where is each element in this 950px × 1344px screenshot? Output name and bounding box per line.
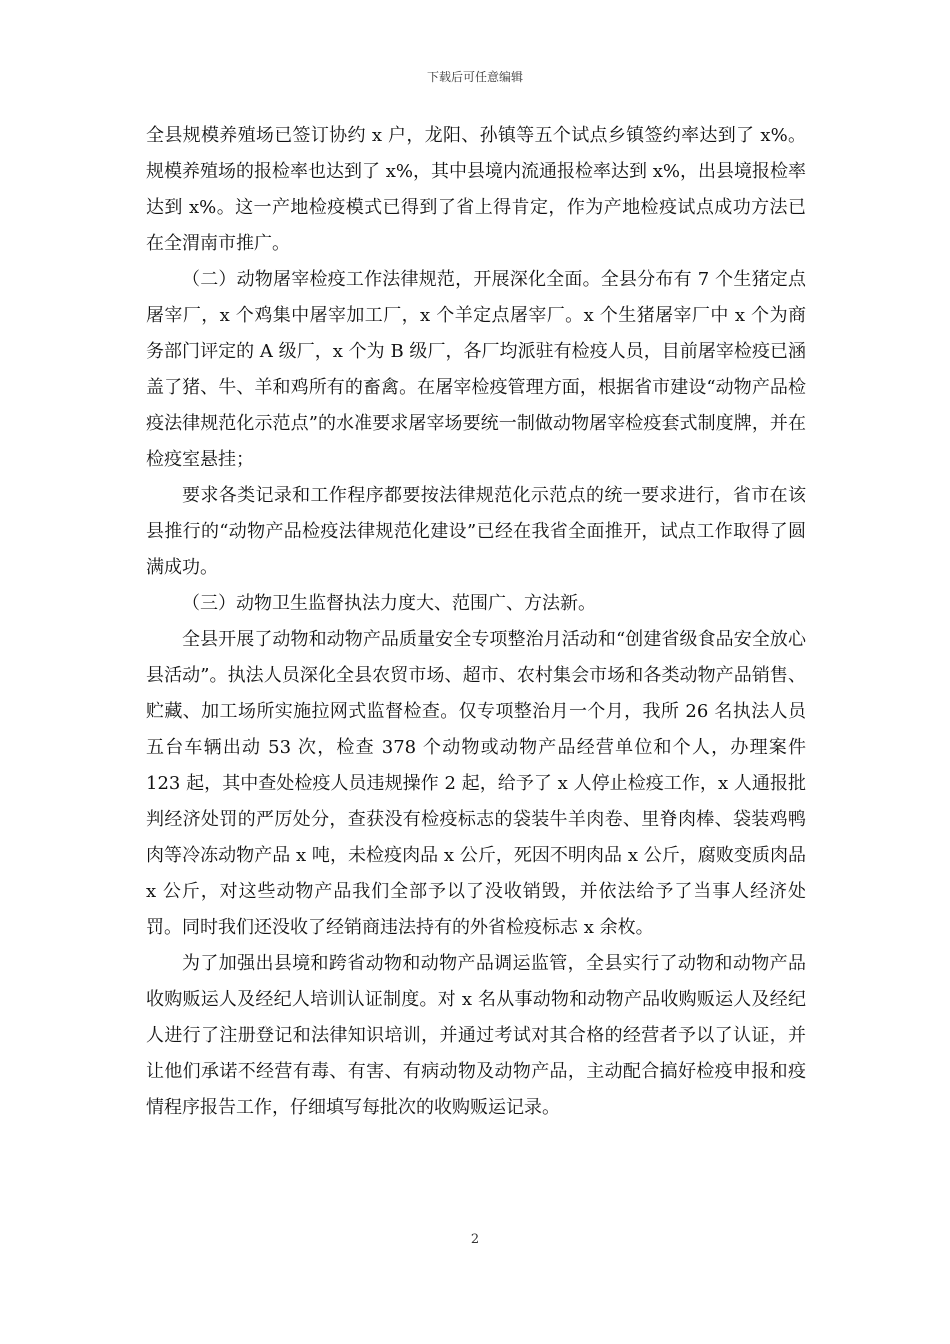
page-number: 2 — [470, 1232, 480, 1247]
paragraph-5: 全县开展了动物和动物产品质量安全专项整治月活动和“创建省级食品安全放心县活动”。执法人员深化全县农贸市场、超市、农村集会市场和各类动物产品销售、贮藏、加工场所实施拉网式监督检查。仅专项整治月一个月，我所 26 名执法人员五台车辆出动 53 次，检查 378 个动物或动物产品经营单位和个人，办理案件 123 起，其中查处检疫人员违规操作 2 起，给予了 x 人停止检疫工作，x 人通报批判经济处罚的严厉处分，查获没有检疫标志的袋装牛羊肉卷、里脊肉棒、袋装鸡鸭肉等冷冻动物产品 x 吨，未检疫肉品 x 公斤，死因不明肉品 x 公斤，腐败变质肉品 x 公斤，对这些动物产品我们全部予以了没收销毁，并依法给予了当事人经济处罚。同时我们还没收了经销商违法持有的外省检疫标志 x 余枚。 — [146, 629, 806, 938]
paragraph-2: （二）动物屠宰检疫工作法律规范，开展深化全面。全县分布有 7 个生猪定点屠宰厂，x 个鸡集中屠宰加工厂，x 个羊定点屠宰厂。x 个生猪屠宰厂中 x 个为商务部门评定的 A 级厂，x 个为 B 级厂，各厂均派驻有检疫人员，目前屠宰检疫已涵盖了猪、牛、羊和鸡所有的畜禽。在屠宰检疫管理方面，根据省市建设“动物产品检疫法律规范化示范点”的水准要求屠宰场要统一制做动物屠宰检疫套式制度牌，并在检疫室悬挂； — [146, 269, 806, 470]
document-body — [146, 118, 806, 1126]
paragraph-3: 要求各类记录和工作程序都要按法律规范化示范点的统一要求进行，省市在该县推行的“动物产品检疫法律规范化建设”已经在我省全面推开，试点工作取得了圆满成功。 — [146, 485, 806, 578]
paragraph-1: 全县规模养殖场已签订协约 x 户，龙阳、孙镇等五个试点乡镇签约率达到了 x%。规模养殖场的报检率也达到了 x%，其中县境内流通报检率达到 x%，出县境报检率达到 x%。这一产地检疫模式已得到了省上得肯定，作为产地检疫试点成功方法已在全渭南市推广。 — [146, 125, 806, 254]
paragraph-4: （三）动物卫生监督执法力度大、范围广、方法新。 — [182, 593, 596, 614]
page-header: 下载后可任意编辑 — [426, 70, 523, 84]
paragraph-6: 为了加强出县境和跨省动物和动物产品调运监管，全县实行了动物和动物产品收购贩运人及经纪人培训认证制度。对 x 名从事动物和动物产品收购贩运人及经纪人进行了注册登记和法律知识培训，并通过考试对其合格的经营者予以了认证，并让他们承诺不经营有毒、有害、有病动物及动物产品，主动配合搞好检疫申报和疫情程序报告工作，仔细填写每批次的收购贩运记录。 — [146, 953, 806, 1118]
